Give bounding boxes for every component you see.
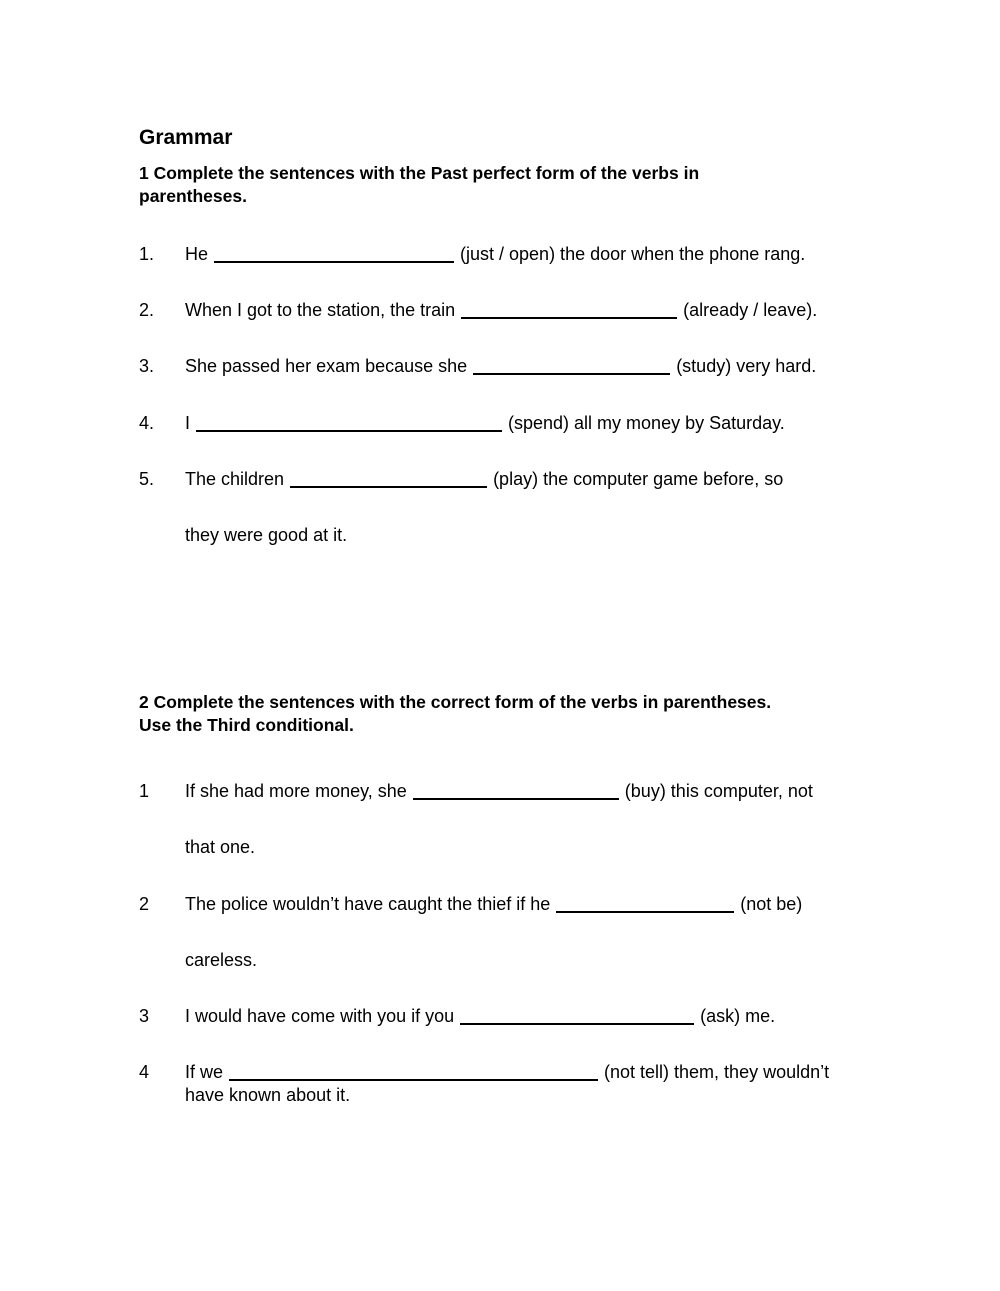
answer-blank-s1-4[interactable] [196, 412, 502, 432]
s2-item-2 [185, 893, 802, 915]
section-2-instruction [139, 691, 879, 737]
s2-item-1-text-before: If she had more money, she [185, 781, 407, 801]
section-2-instruction-line-1: 2 Complete the sentences with the correct form of the verbs in parentheses. [139, 692, 772, 712]
s1-item-5-continuation: they were good at it. [185, 525, 348, 545]
answer-blank-s2-4[interactable] [229, 1061, 598, 1081]
page-title: Grammar [139, 126, 233, 149]
s1-item-3 [185, 355, 816, 377]
answer-blank-s1-1[interactable] [214, 243, 454, 263]
s2-item-4-text-before: If we [185, 1062, 224, 1082]
s1-item-3-number: 3. [139, 356, 155, 376]
s1-item-2-text-before: When I got to the station, the train [185, 300, 456, 320]
s2-item-1-number: 1 [139, 781, 150, 801]
s2-item-1-text-after: (buy) this computer, not [624, 781, 813, 801]
s2-item-1 [185, 780, 813, 802]
s1-item-3-text-after: (study) very hard. [676, 356, 817, 376]
s1-item-5-text-before: The children [185, 469, 285, 489]
s1-item-1 [185, 243, 805, 265]
s1-item-4-number: 4. [139, 413, 155, 433]
s2-item-2-continuation: careless. [185, 950, 258, 970]
section-1-instruction [139, 162, 879, 208]
section-1-instruction-line-1: 1 Complete the sentences with the Past perfect form of the verbs in [139, 163, 700, 183]
s1-item-5-number: 5. [139, 469, 155, 489]
s1-item-2-text-after: (already / leave). [683, 300, 818, 320]
s2-item-3-text-before: I would have come with you if you [185, 1006, 455, 1026]
s1-item-2 [185, 299, 817, 321]
s2-item-4-continuation: have known about it. [185, 1085, 351, 1105]
s1-item-5 [185, 468, 783, 490]
answer-blank-s2-2[interactable] [556, 893, 734, 913]
s2-item-3-number: 3 [139, 1006, 150, 1026]
s2-item-3-text-after: (ask) me. [700, 1006, 776, 1026]
s1-item-5-text-after: (play) the computer game before, so [493, 469, 784, 489]
s1-item-4-text-after: (spend) all my money by Saturday. [508, 413, 785, 433]
answer-blank-s1-3[interactable] [473, 355, 670, 375]
answer-blank-s2-3[interactable] [460, 1005, 694, 1025]
s2-item-2-text-before: The police wouldn’t have caught the thief if he [185, 894, 551, 914]
s1-item-1-number: 1. [139, 244, 155, 264]
s2-item-2-number: 2 [139, 894, 150, 914]
s1-item-2-number: 2. [139, 300, 155, 320]
s1-item-3-text-before: She passed her exam because she [185, 356, 468, 376]
s2-item-4 [185, 1061, 829, 1083]
s2-item-4-text-after: (not tell) them, they wouldn’t [604, 1062, 830, 1082]
section-1-instruction-line-2: parentheses. [139, 186, 247, 206]
answer-blank-s1-2[interactable] [461, 299, 677, 319]
answer-blank-s2-1[interactable] [413, 780, 619, 800]
answer-blank-s1-5[interactable] [290, 468, 487, 488]
section-2-instruction-line-2: Use the Third conditional. [139, 715, 354, 735]
s1-item-4 [185, 412, 785, 434]
s1-item-1-text-before: He [185, 244, 209, 264]
s2-item-4-number: 4 [139, 1062, 150, 1082]
s2-item-3 [185, 1005, 775, 1027]
s2-item-1-continuation: that one. [185, 837, 256, 857]
s1-item-4-text-before: I [185, 413, 191, 433]
s1-item-1-text-after: (just / open) the door when the phone rang. [460, 244, 806, 264]
s2-item-2-text-after: (not be) [740, 894, 803, 914]
